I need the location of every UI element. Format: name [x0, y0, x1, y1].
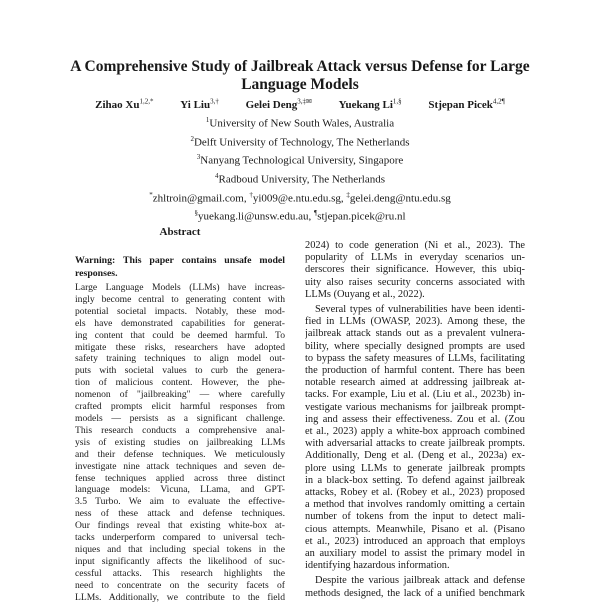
author-name: Yi Liu — [180, 98, 211, 111]
paragraph-line: 2024) to code generation (Ni et al., 2023). The — [305, 240, 525, 251]
author — [246, 99, 312, 111]
email[interactable]: gelei.deng@ntu.edu.sg — [349, 192, 451, 205]
abstract-line: ingly become central to generating content with — [75, 293, 285, 305]
author-sup: 4,2¶ — [492, 97, 505, 105]
author-sup: 1,§ — [392, 97, 402, 105]
paragraph-line: ing and assess their effectiveness. Zou et al. (Zou — [305, 413, 525, 425]
paragraph-line: Additionally, Deng et al. (Deng et al., 2023a) ex- — [305, 450, 525, 462]
author-name: Gelei Deng — [245, 98, 298, 111]
paragraph-line: LLMs (Ouyang et al., 2022). — [305, 288, 425, 300]
affiliation-list — [0, 113, 600, 225]
abstract-line: ness of these attack and defense techniques. — [75, 508, 285, 520]
paragraph-line: Despite the various jailbreak attack and defense — [315, 575, 525, 587]
paragraph-line: cious attempts. Meanwhile, Pisano et al. (Pisano — [305, 523, 525, 535]
abstract-line: puts with societal values to curb the genera- — [75, 365, 285, 377]
paragraph-line: jailbreak attack stands out as a prevalent vulnera- — [305, 328, 525, 340]
abstract-line: investigate nine attack techniques and seven de- — [75, 460, 285, 472]
affiliation-text: University of New South Wales, Australia — [209, 117, 395, 130]
author-name: Yuekang Li — [338, 98, 393, 111]
paragraph-line: with adversarial attacks to create jailbreak prompts. — [305, 438, 525, 450]
abstract-line: 3.5 Turbo. We aim to evaluate the effective- — [75, 496, 285, 508]
author — [180, 99, 219, 111]
paragraph-line: attacks, Robey et al. (Robey et al., 2023) proposed — [305, 487, 525, 499]
abstract-line: and their defense techniques. We meticulously — [75, 448, 285, 460]
paragraph-line: uity also raises security concerns associated with — [305, 276, 525, 288]
author-sup: 3,† — [210, 97, 219, 105]
abstract-line: LLMs. Additionally, we contribute to the field — [75, 591, 285, 603]
affiliation-text: Delft University of Technology, The Netherlands — [193, 136, 410, 149]
email[interactable]: stjepan.picek@ru.nl — [317, 210, 406, 223]
paragraph-line: notable research aimed at addressing jailbreak at- — [305, 377, 525, 389]
paragraph-line: Several types of vulnerabilities have been identi- — [315, 304, 525, 316]
abstract-line: safety training techniques to align model out- — [75, 353, 285, 365]
abstract-line: fense techniques applied across three distinct — [75, 472, 285, 484]
email-line — [0, 206, 600, 225]
author-sup: 1,2,* — [139, 97, 154, 105]
affiliation — [0, 150, 600, 169]
affiliation-sup: 2 — [190, 134, 194, 143]
author-list — [0, 97, 600, 111]
warning-line: responses. — [75, 268, 118, 279]
abstract-line: input significantly affects the likelihood of suc- — [75, 555, 285, 567]
introduction-column — [305, 240, 525, 600]
abstract-line: models — persists as a significant challenge. — [75, 412, 285, 424]
author-name: Zihao Xu — [95, 98, 140, 111]
paragraph-line: an auxiliary model to assist the primary model in — [305, 548, 525, 560]
paragraph-line: plore using LLMs to generate jailbreak prompts — [305, 462, 525, 474]
affiliation — [0, 113, 600, 132]
affiliation — [0, 169, 600, 188]
paragraph-line: in a black-box setting. To defend against jailbreak — [305, 474, 525, 486]
email-sup: * — [149, 190, 153, 199]
abstract-line: language models: Vicuna, LLama, and GPT- — [75, 484, 285, 496]
abstract-line: ing content that could be deemed harmful. To — [75, 329, 285, 341]
author — [339, 99, 402, 111]
paper-title — [60, 58, 540, 94]
affiliation — [0, 132, 600, 151]
warning-line: Warning: This paper contains unsafe model — [75, 255, 285, 266]
paragraph-line: tacks. For example, Liu et al. (Liu et al., 2023b) in- — [305, 389, 525, 401]
paragraph-line: vestigate various mechanisms for jailbreak prompt- — [305, 401, 525, 413]
paragraph-line: et al., 2023) introduced an approach that employs — [305, 535, 525, 547]
paragraph-line: derscores their significance. However, this ubiq- — [305, 264, 525, 276]
abstract-line: potential societal impacts. Notably, these mod- — [75, 305, 285, 317]
email[interactable]: zhltroin@gmail.com, — [152, 192, 250, 205]
paragraph-line: methods designed, the lack of a unified benchmark — [305, 587, 525, 599]
paragraph-line: fied in LLMs (OWASP, 2023). Among these, the — [305, 316, 525, 328]
abstract-line: This research conducts a comprehensive anal- — [75, 424, 285, 436]
abstract-body — [75, 282, 285, 603]
paragraph-line: to bypass the safety measures of LLMs, facilitating — [305, 352, 525, 364]
abstract-line: need to concentrate on the security facets of — [75, 579, 285, 591]
paragraph-line: popularity of LLMs in everyday scenarios un- — [305, 252, 525, 264]
abstract-line: cessful attacks. This research highlights the — [75, 567, 285, 579]
email[interactable]: yi009@e.ntu.edu.sg, — [252, 192, 347, 205]
author — [428, 99, 504, 111]
email-sup: † — [249, 190, 253, 199]
affiliation-text: Radboud University, The Netherlands — [218, 173, 385, 186]
affiliation-sup: 4 — [215, 171, 219, 180]
paragraph-line: a method that involves randomly omitting a certain — [305, 499, 525, 511]
email-sup: ¶ — [314, 209, 318, 218]
abstract-line: nomenon of "jailbreaking" — where carefully — [75, 389, 285, 401]
abstract-line: Large Language Models (LLMs) have increas- — [75, 282, 285, 293]
author-name: Stjepan Picek — [428, 98, 493, 111]
paragraph-line: bility, where specially designed prompts are used — [305, 340, 525, 352]
title-line: A Comprehensive Study of Jailbreak Attack versus Defense for Large — [70, 58, 530, 75]
abstract-line: ysis of existing studies on jailbreaking LLMs — [75, 436, 285, 448]
affiliation-text: Nanyang Technological University, Singapore — [200, 154, 404, 167]
email-line — [0, 188, 600, 207]
affiliation-sup: 3 — [196, 153, 201, 162]
abstract-line: mitigate these risks, researchers have adopted — [75, 341, 285, 353]
email-sup: § — [194, 209, 198, 218]
title-line: Language Models — [241, 76, 359, 93]
author — [95, 99, 153, 111]
abstract-heading: Abstract — [159, 226, 201, 238]
email-sup: ‡ — [346, 190, 350, 199]
author-sup: 3,‡✉ — [297, 97, 312, 105]
abstract-line: niques and that including special tokens in the — [75, 543, 285, 555]
paragraph-line: identifying hazardous information. — [305, 560, 450, 572]
email[interactable]: yuekang.li@unsw.edu.au, — [197, 210, 315, 223]
abstract-line: tacks underperform compared to universal tech- — [75, 532, 285, 544]
abstract-line: Our findings reveal that existing white-box at- — [75, 520, 285, 532]
abstract-line: els have demonstrated capabilities for generat- — [75, 317, 285, 329]
paragraph-line: the production of harmful content. There has been — [305, 365, 525, 377]
warning-note — [75, 254, 285, 280]
paragraph-line: number of tokens from the input to detect mali- — [305, 511, 525, 523]
abstract-line: tion of malicious content. However, the phe- — [75, 377, 285, 389]
abstract-line: crafted prompts elicit harmful responses from — [75, 401, 285, 413]
affiliation-sup: 1 — [205, 116, 210, 124]
paragraph-line: et al., 2023) apply a white-box approach combined — [305, 426, 525, 438]
